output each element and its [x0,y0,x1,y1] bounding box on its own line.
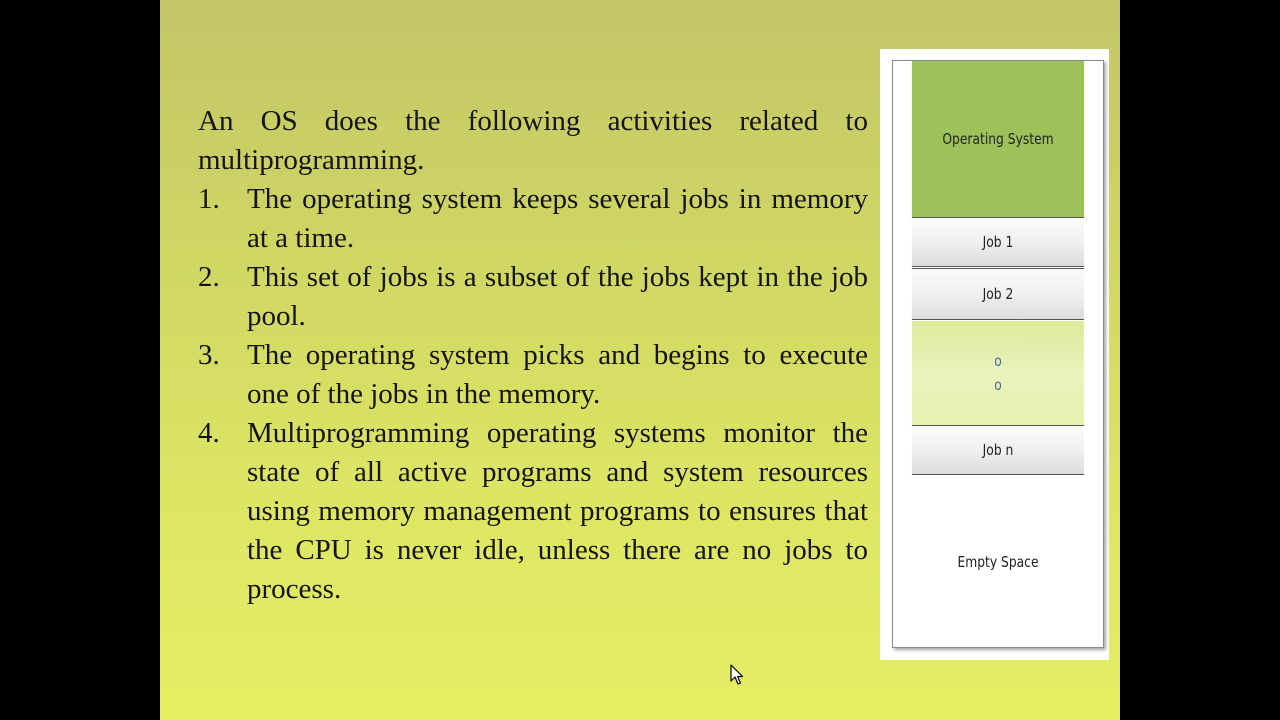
list-item-number: 3. [198,339,220,371]
list-item [198,180,868,258]
activities-list [198,180,868,609]
ellipsis-block [912,321,1084,425]
list-item-text: The operating system keeps several jobs in memory at a time. [247,183,868,254]
list-item-number: 2. [198,261,220,293]
intro-text: An OS does the following activities related to multiprogramming. [198,105,868,176]
memory-layout-diagram [880,49,1109,660]
list-item-text: Multiprogramming operating systems monitor the state of all active programs and system resources using memory management programs to ensures that the CPU is never idle, unless there are no jobs to process. [247,417,868,605]
job-1-label: Job 1 [982,233,1014,251]
job-2-block [912,268,1084,320]
list-item-number: 4. [198,417,220,449]
job-1-block [912,217,1084,267]
list-item-number: 1. [198,183,220,215]
job-n-block [912,425,1084,475]
list-item-text: The operating system picks and begins to execute one of the jobs in the memory. [247,339,868,410]
empty-space-block [912,476,1084,647]
empty-space-label: Empty Space [957,552,1039,571]
list-item-text: This set of jobs is a subset of the jobs kept in the job pool. [247,261,868,332]
list-item [198,258,868,336]
memory-column [892,60,1104,648]
slide [160,0,1120,720]
job-n-label: Job n [982,441,1014,459]
os-block [912,61,1084,217]
mouse-cursor-icon [730,664,744,686]
ellipsis-mark-1: o [994,352,1002,370]
list-item [198,336,868,414]
ellipsis-mark-2: o [994,376,1002,394]
slide-text [198,102,868,609]
job-2-label: Job 2 [982,285,1014,303]
list-item [198,414,868,609]
os-label: Operating System [942,130,1054,148]
